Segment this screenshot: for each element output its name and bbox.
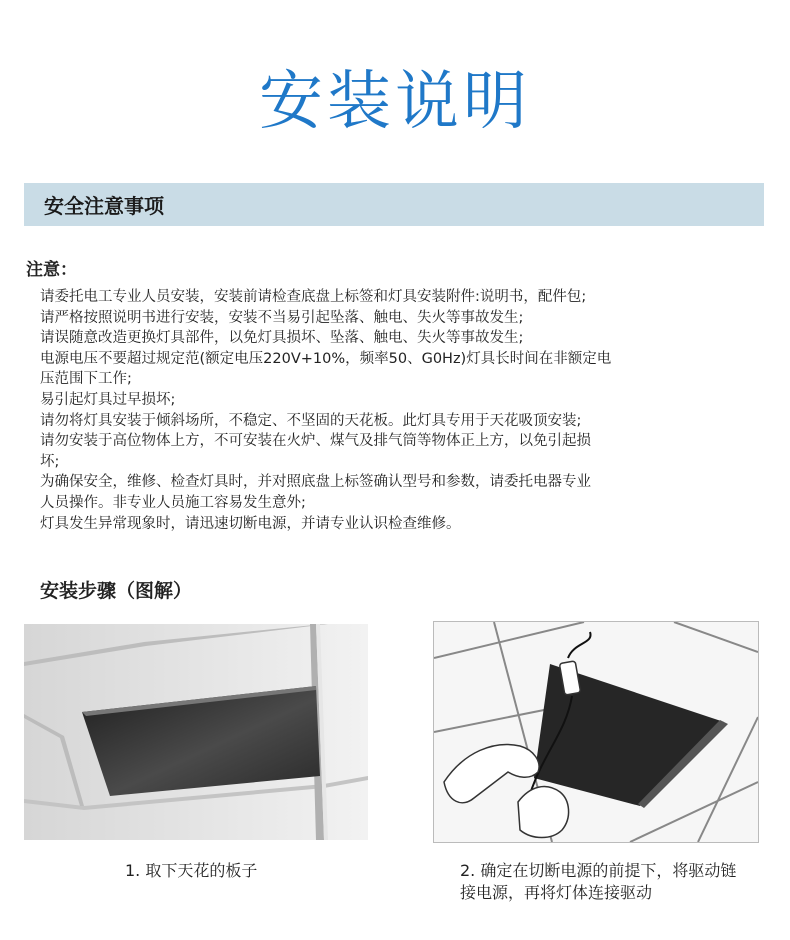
notice-label: 注意： xyxy=(26,260,77,280)
step-2-caption: 2. 确定在切断电源的前提下，将驱动链接电源，再将灯体连接驱动 xyxy=(460,861,737,902)
notice-line: 压范围下工作; xyxy=(40,371,132,388)
notice-line: 易引起灯具过早损坏; xyxy=(40,391,176,408)
page-title: 安装说明 xyxy=(259,65,531,139)
ceiling-panel-removed-image xyxy=(24,624,368,840)
step-1-caption: 1. 取下天花的板子 xyxy=(125,861,258,880)
notice-line: 请严格按照说明书进行安装，安装不当易引起坠落、触电、失火等事故发生; xyxy=(40,309,524,326)
notice-line: 人员操作。非专业人员施工容易发生意外; xyxy=(40,494,306,511)
notice-line: 灯具发生异常现象时，请迅速切断电源，并请专业认识检查维修。 xyxy=(40,515,461,532)
steps-heading: 安装步骤（图解） xyxy=(40,580,193,602)
notice-line: 电源电压不要超过规定范(额定电压220V+10%，频率50、G0Hz)灯具长时间在非额定电 xyxy=(40,350,612,367)
notice-line: 请勿将灯具安装于倾斜场所，不稳定、不坚固的天花板。此灯具专用于天花吸顶安装; xyxy=(40,412,582,429)
notice-line: 请委托电工专业人员安装，安装前请检查底盘上标签和灯具安装附件:说明书，配件包; xyxy=(40,289,587,305)
notice-line: 请误随意改造更换灯具部件，以免灯具损坏、坠落、触电、失火等事故发生; xyxy=(40,330,524,347)
notice-line: 为确保安全，维修、检查灯具时，并对照底盘上标签确认型号和参数，请委托电器专业 xyxy=(40,474,591,491)
notice-line: 请勿安装于高位物体上方，不可安装在火炉、煤气及排气筒等物体正上方，以免引起损 xyxy=(40,433,591,450)
step-1-illustration xyxy=(24,624,368,840)
notice-list xyxy=(40,287,750,534)
notice-line: 坏; xyxy=(40,453,60,470)
step-2-illustration xyxy=(433,621,759,843)
driver-connection-image xyxy=(434,622,758,842)
section-band-title: 安全注意事项 xyxy=(44,194,164,218)
